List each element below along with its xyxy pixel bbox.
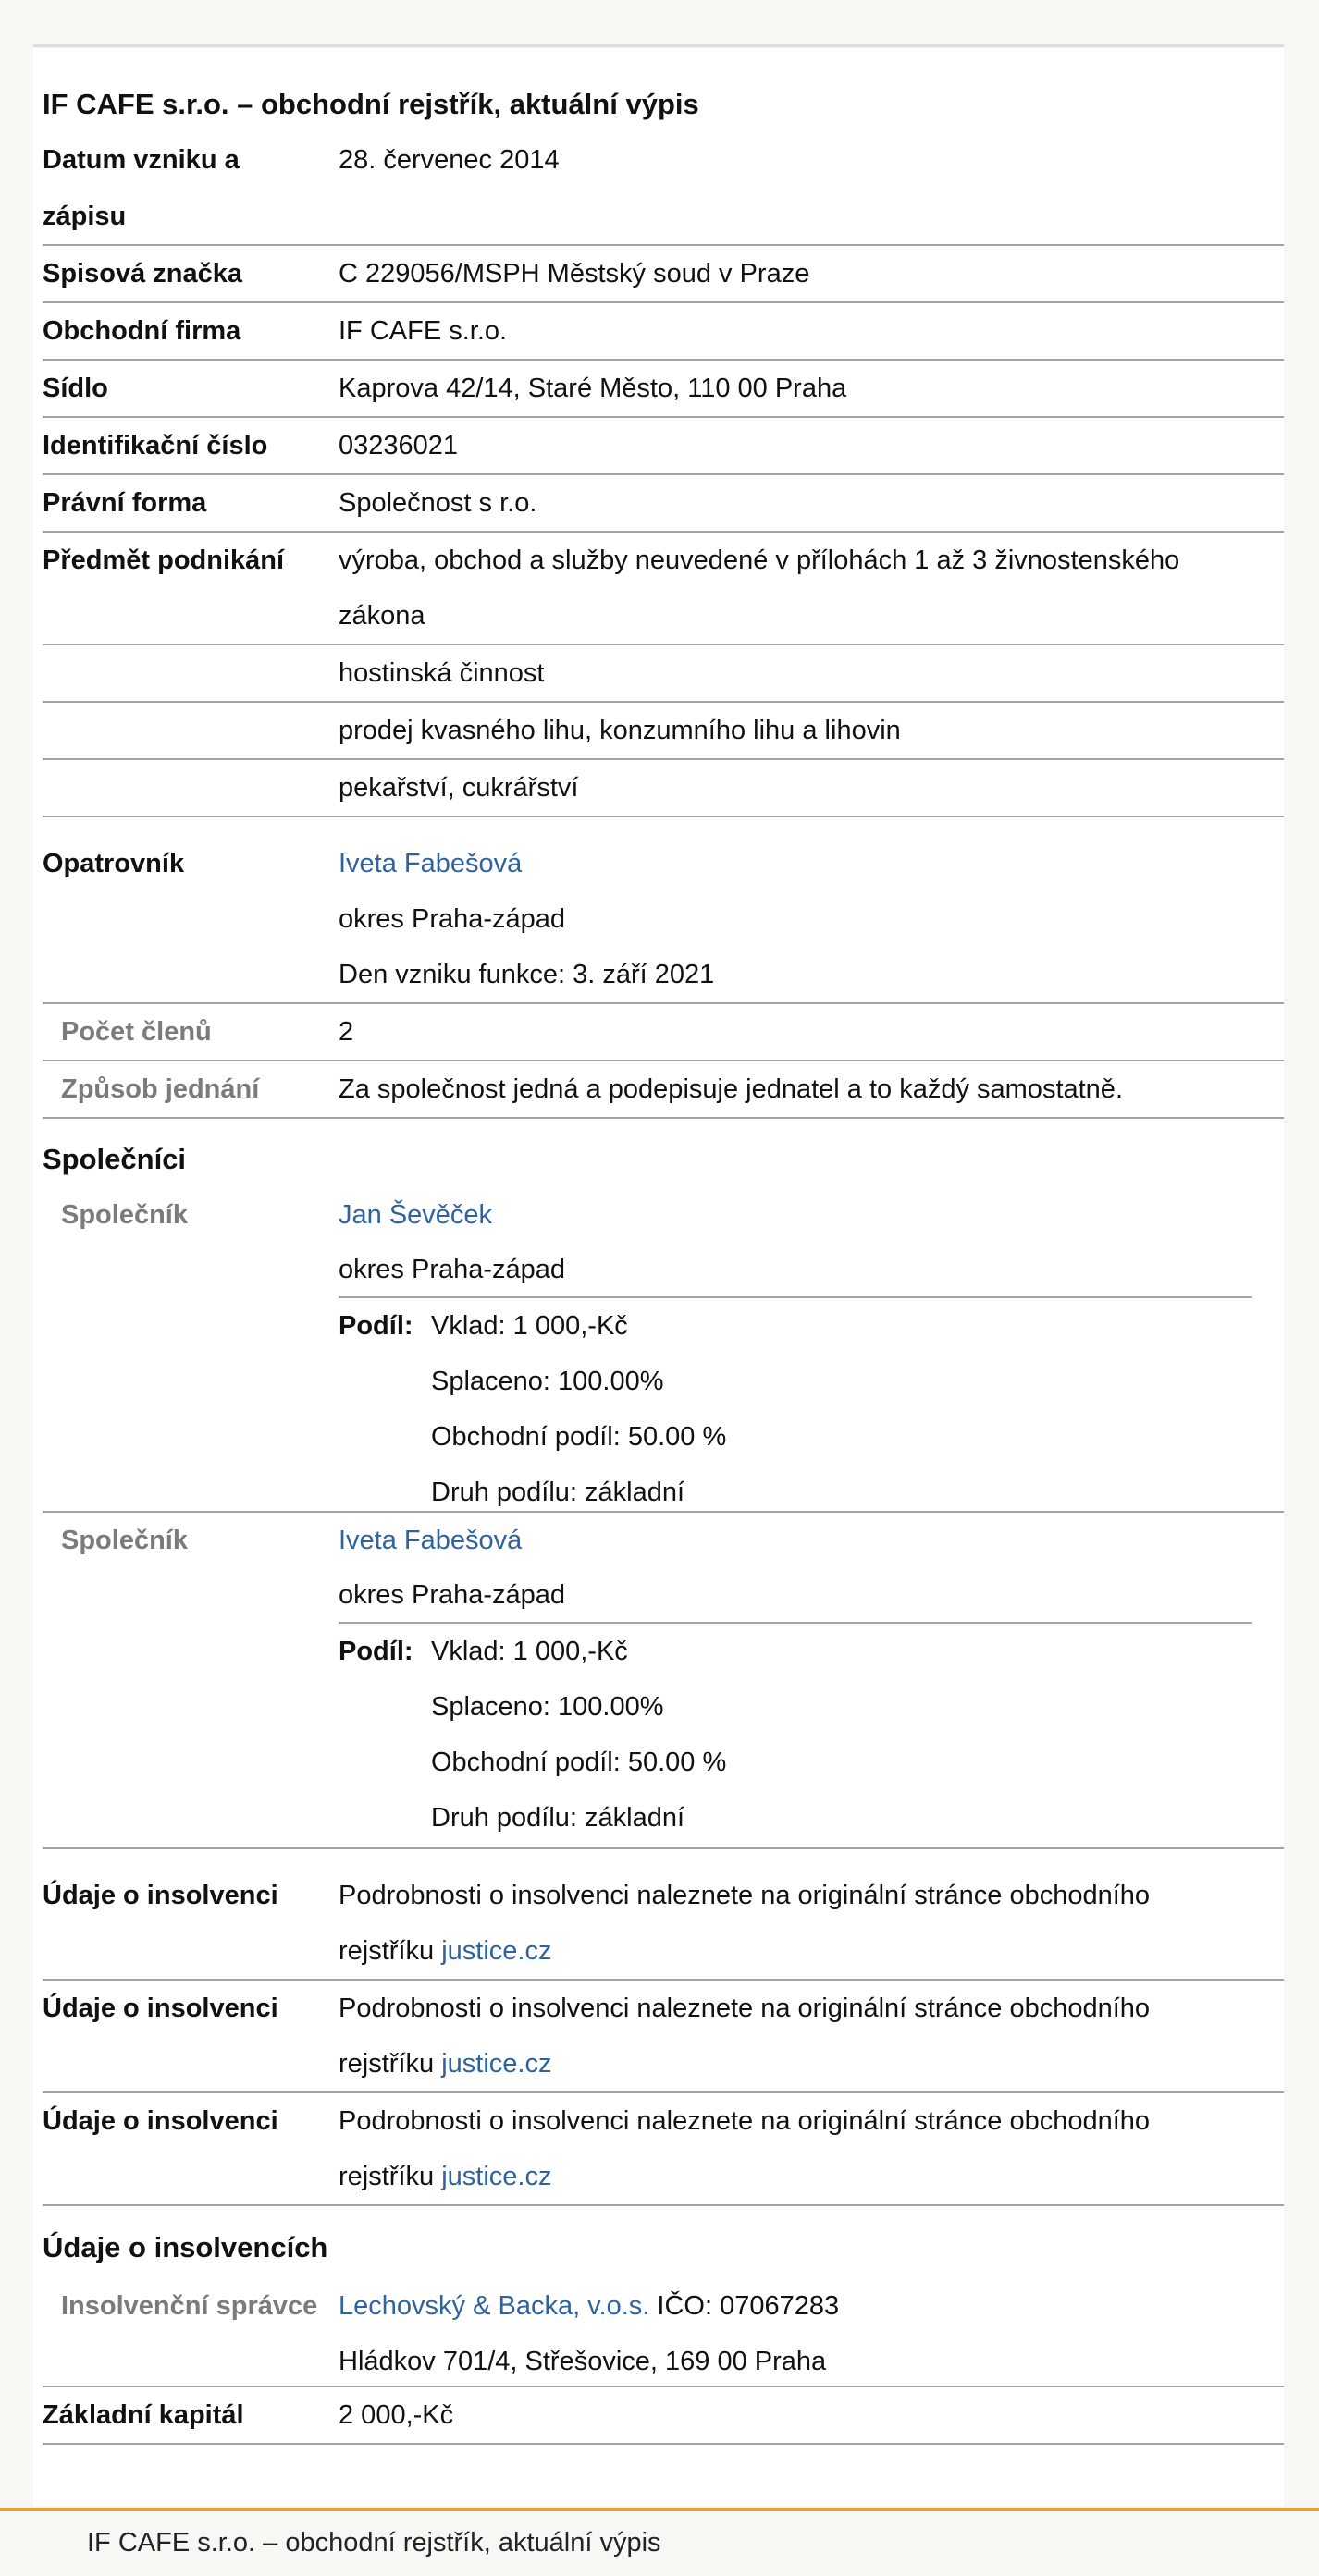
spolecnici-heading: Společníci — [43, 1143, 187, 1175]
splaceno-1: Splaceno: 100.00% — [431, 1367, 664, 1396]
insolvence-3-text2: rejstříku — [339, 2162, 435, 2191]
label-spravce: Insolvenční správce — [61, 2291, 318, 2321]
row-predmet-1 — [43, 533, 1284, 645]
predmet-item-2: hostinská činnost — [339, 658, 545, 688]
label-kapital: Základní kapitál — [43, 2400, 244, 2430]
value-pocet: 2 — [339, 1017, 354, 1047]
value-ico: 03236021 — [339, 431, 459, 460]
label-firma: Obchodní firma — [43, 316, 241, 346]
row-insolvence-3 — [43, 2093, 1284, 2206]
label-forma: Právní forma — [43, 488, 207, 518]
value-zpusob: Za společnost jedná a podepisuje jednatel a to každý samostatně. — [339, 1074, 1123, 1104]
justice-link-2[interactable]: justice.cz — [441, 2049, 552, 2079]
row-predmet-4 — [43, 760, 1284, 817]
insolvence-2-text: Podrobnosti o insolvenci naleznete na originální stránce obchodního — [339, 1993, 1151, 2023]
record-content — [43, 48, 1284, 2445]
spolecnik-2-okres: okres Praha-západ — [339, 1580, 566, 1610]
obchodni-podil-1: Obchodní podíl: 50.00 % — [431, 1422, 727, 1452]
label-spisova: Spisová značka — [43, 259, 242, 288]
page-title: IF CAFE s.r.o. – obchodní rejstřík, aktuální výpis — [43, 88, 699, 120]
vklad-2: Vklad: 1 000,-Kč — [431, 1637, 628, 1666]
row-opatrovnik — [43, 817, 1284, 1004]
label-zpusob: Způsob jednání — [61, 1074, 260, 1104]
value-kapital: 2 000,-Kč — [339, 2400, 454, 2430]
spolecnik-1-link[interactable]: Jan Ševěček — [339, 1200, 493, 1230]
predmet-item-1-line2: zákona — [339, 601, 425, 631]
insolvence-1-text: Podrobnosti o insolvenci naleznete na originální stránce obchodního — [339, 1881, 1151, 1910]
row-datum — [43, 132, 1284, 189]
value-spisova: C 229056/MSPH Městský soud v Praze — [339, 259, 810, 288]
podil-label-2: Podíl: — [339, 1637, 413, 1666]
label-pocet: Počet členů — [61, 1017, 212, 1047]
row-pocet — [43, 1004, 1284, 1061]
splaceno-2: Splaceno: 100.00% — [431, 1692, 664, 1722]
record-panel — [33, 48, 1284, 2506]
row-spolecnik-1 — [43, 1187, 1284, 1513]
label-datum-line2: zápisu — [43, 202, 127, 231]
insolvence-2-text2: rejstříku — [339, 2049, 435, 2079]
row-insolvence-2 — [43, 1981, 1284, 2093]
justice-link-1[interactable]: justice.cz — [441, 1936, 552, 1966]
obchodni-podil-2: Obchodní podíl: 50.00 % — [431, 1748, 727, 1777]
row-predmet-2 — [43, 645, 1284, 703]
row-firma — [43, 303, 1284, 361]
label-sidlo: Sídlo — [43, 374, 108, 403]
label-insolvence-1: Údaje o insolvenci — [43, 1881, 278, 1910]
spravce-adresa: Hládkov 701/4, Střešovice, 169 00 Praha — [339, 2347, 827, 2376]
footer-accent-line — [0, 2508, 1319, 2511]
value-forma: Společnost s r.o. — [339, 488, 537, 518]
spolecnik-2-link[interactable]: Iveta Fabešová — [339, 1526, 523, 1555]
value-firma: IF CAFE s.r.o. — [339, 316, 508, 346]
insolvence-3-text: Podrobnosti o insolvenci naleznete na originální stránce obchodního — [339, 2106, 1151, 2136]
spravce-ico: IČO: 07067283 — [657, 2291, 840, 2321]
footer-title: IF CAFE s.r.o. – obchodní rejstřík, aktuální výpis — [87, 2528, 661, 2558]
label-datum-line1: Datum vzniku a — [43, 145, 240, 175]
druh-podilu-1: Druh podílu: základní — [431, 1478, 685, 1507]
top-divider — [33, 44, 1284, 47]
row-insolvence-1 — [43, 1849, 1284, 1981]
row-datum-cont — [43, 189, 1284, 246]
spolecnik-1-okres: okres Praha-západ — [339, 1255, 566, 1284]
row-spravce — [43, 2278, 1284, 2387]
value-sidlo: Kaprova 42/14, Staré Město, 110 00 Praha — [339, 374, 847, 403]
opatrovnik-okres: okres Praha-západ — [339, 904, 566, 934]
opatrovnik-link[interactable]: Iveta Fabešová — [339, 849, 523, 878]
druh-podilu-2: Druh podílu: základní — [431, 1803, 685, 1833]
label-datum — [43, 132, 339, 189]
label-insolvence-3: Údaje o insolvenci — [43, 2106, 278, 2136]
row-predmet-3 — [43, 703, 1284, 760]
row-zpusob — [43, 1061, 1284, 1119]
row-sidlo — [43, 361, 1284, 418]
predmet-item-1-line1: výroba, obchod a služby neuvedené v přílohách 1 až 3 živnostenského — [339, 546, 1180, 575]
label-insolvence-2: Údaje o insolvenci — [43, 1993, 278, 2023]
justice-link-3[interactable]: justice.cz — [441, 2162, 552, 2191]
row-kapital — [43, 2387, 1284, 2445]
label-predmet: Předmět podnikání — [43, 546, 285, 575]
spravce-link[interactable]: Lechovský & Backa, v.o.s. — [339, 2291, 650, 2321]
insolvence-1-text2: rejstříku — [339, 1936, 435, 1966]
vklad-1: Vklad: 1 000,-Kč — [431, 1311, 628, 1341]
spolecnik-1-podil — [339, 1296, 1252, 1520]
spolecnik-2-podil — [339, 1622, 1252, 1846]
predmet-item-4: pekařství, cukrářství — [339, 773, 579, 803]
row-spisova — [43, 246, 1284, 303]
label-spolecnik-1: Společník — [61, 1200, 188, 1230]
value-datum: 28. červenec 2014 — [339, 145, 560, 175]
podil-label-1: Podíl: — [339, 1311, 413, 1341]
predmet-item-3: prodej kvasného lihu, konzumního lihu a lihovin — [339, 716, 901, 745]
row-ico — [43, 418, 1284, 475]
label-opatrovnik: Opatrovník — [43, 849, 185, 878]
row-forma — [43, 475, 1284, 533]
opatrovnik-vznik: Den vzniku funkce: 3. září 2021 — [339, 960, 715, 989]
row-spolecnik-2 — [43, 1513, 1284, 1849]
insolvence-heading: Údaje o insolvencích — [43, 2231, 328, 2263]
label-ico: Identifikační číslo — [43, 431, 268, 460]
label-spolecnik-2: Společník — [61, 1526, 188, 1555]
